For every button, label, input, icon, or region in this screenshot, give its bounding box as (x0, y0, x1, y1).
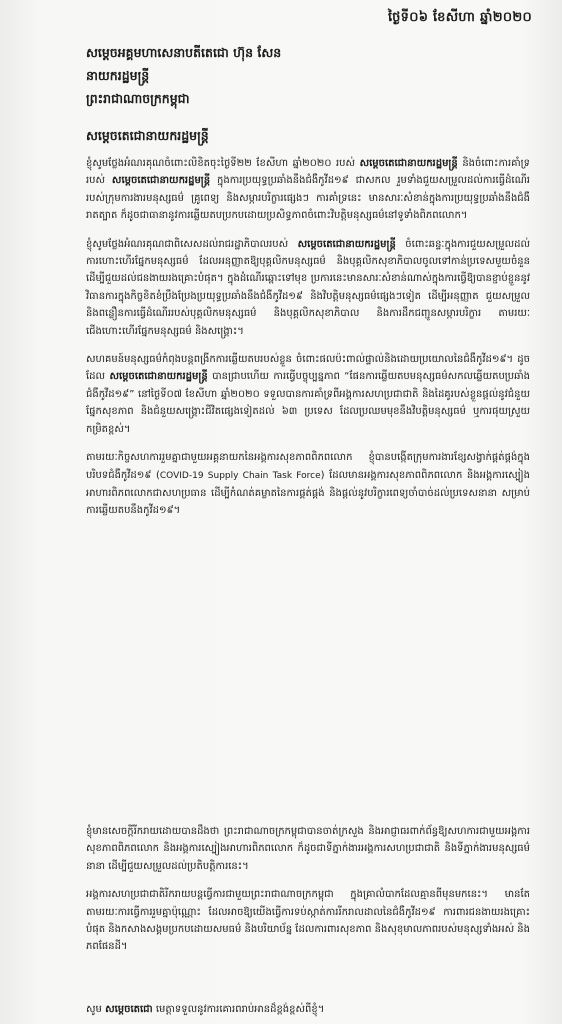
paragraph-3-text: បានជ្រាបហើយ ការធ្វើបច្ចុប្បន្នភាព “ផែនការឆ្លើយតបមនុស្សធម៌សកលឆ្លើយតបប្រឆាំងជំងឺកូវីដ១៩” នៅថ្ងៃទី០៧ ខែសីហា ឆ្នាំ២០២០ ទទួលបានការគាំទ្រពីអង្គការសហប្រជាជាតិ និងដៃគូរបស់ខ្លួនផ្តល់នូវជំនួយផ្នែកសុខភាព និងជំនួយសង្គ្រោះជីវិតផ្សេងទៀតដល់ ៦៣ ប្រទេស ដែលប្រឈមមុខនឹងវិបត្តិមនុស្សធម៌ ឬការផុយស្រួយកម្រិតខ្ពស់។ (86, 371, 530, 435)
paragraph-1 (86, 155, 530, 225)
paragraph-1-text: ខ្ញុំសូមថ្លែងអំណរគុណចំពោះលិខិតចុះថ្ងៃទី២២ ខែសីហា ឆ្នាំ២០២០ របស់ (86, 158, 360, 169)
paragraph-3-emphasis: សម្ដេចតេជោនាយករដ្ឋមន្ត្រី (109, 371, 208, 383)
letter-body-bottom (86, 823, 530, 967)
recipient-name: សម្ដេចអគ្គមហាសេនាបតីតេជោ ហ៊ុន សែន (86, 45, 282, 60)
salutation: សម្ដេចតេជោនាយករដ្ឋមន្ត្រី (86, 128, 209, 143)
paragraph-1-emphasis: សម្ដេចតេជោនាយករដ្ឋមន្ត្រី (359, 158, 458, 169)
recipient-country: ព្រះរាជាណាចក្រកម្ពុជា (86, 91, 190, 106)
letter-date: ថ្ងៃទី០៦ ខែសីហា ឆ្នាំ២០២០ (387, 10, 532, 25)
closing-text: សូម (86, 1004, 106, 1015)
letter-body-top (86, 155, 530, 531)
closing-line (86, 1001, 530, 1018)
task-force-name: COVID-19 Supply Chain Task Force (159, 470, 321, 481)
paragraph-4-text: ) ដែលមានអង្គការសុខភាពពិភពលោក និងអង្គការស្បៀងអាហារពិភពលោកជាសហប្រធាន ដើម្បីកំណត់គម្លាតនៃការផ្គត់ផ្គង់ និងផ្តល់នូវបរិក្ខារពេទ្យចាំបាច់ដល់ប្រទេសនានា សម្រាប់ការឆ្លើយតបនឹងកូវីដ១៩។ (86, 469, 531, 517)
paragraph-5: ខ្ញុំមានសេចក្តីរីករាយដោយបានដឹងថា ព្រះរាជាណាចក្រកម្ពុជាបានចាត់ក្រសួង និងអាជ្ញាធរពាក់ព័ន្ធឱ្យសហការជាមួយអង្គការសុខភាពពិភពលោក និងអង្គការស្បៀងអាហារពិភពលោក ក៏ដូចជាទីភ្នាក់ងារអង្គការសហប្រជាជាតិ និងទីភ្នាក់ងារមនុស្សធម៌នានា ដើម្បីជួយសម្រួលដល់ប្រតិបត្តិការនេះ។ (86, 826, 530, 872)
paragraph-1-text: ក្នុងការប្រយុទ្ធប្រឆាំងនឹងជំងឺកូវីដ១៩ ជាសកល រួមទាំងជួយសម្រួលដល់ការធ្វើដំណើររបស់ក្រុមការងារមនុស្សធម៌ គ្រូពេទ្យ និងសម្ភារបរិក្ខារផ្សេងៗ ការគាំទ្រនេះ មានសារៈសំខាន់ក្នុងការប្រយុទ្ធប្រឆាំងនឹងជំងឺរាតត្បាត ក៏ដូចជាធានានូវការឆ្លើយតបប្រកបដោយប្រសិទ្ធភាពចំពោះវិបត្តិមនុស្សធម៌នៅទូទាំងពិភពលោក។ (86, 175, 530, 222)
paragraph-2-emphasis: សម្ដេចតេជោនាយករដ្ឋមន្ត្រី (297, 238, 396, 250)
paragraph-2-text: ចំពោះឆន្ទៈក្នុងការជួយសម្រួលដល់ការហោះហើរផ្នែកមនុស្សធម៌ ដែលអនុញ្ញាតឱ្យបុគ្គលិកមនុស្សធម៌ និងបុគ្គលិកសុខាភិបាលចូលទៅកាន់ប្រទេសមួយចំនួន ដើម្បីជួយដល់ជនងាយរងគ្រោះបំផុត។ ក្នុងដំណើរឆ្ពោះទៅមុខ ប្រការនេះមានសារៈសំខាន់ណាស់ក្នុងការធ្វើឱ្យបានខ្ជាប់ខ្ជួននូវវិធានការក្នុងកិច្ចខិតខំប្រឹងប្រែងប្រយុទ្ធប្រឆាំងនឹងជំងឺកូវីដ១៩ និងវិបត្តិមនុស្សធម៌ផ្សេងៗទៀត ដើម្បីអនុញ្ញាត ជួយសម្រួល និងពន្លឿនការធ្វើដំណើររបស់បុគ្គលិកមនុស្សធម៌ និងបុគ្គលិកសុខាភិបាល និងការដឹកជញ្ជូនសម្ភារបរិក្ខារ តាមរយៈជើងហោះហើរផ្នែកមនុស្សធម៌ និងសង្គ្រោះ។ (86, 238, 530, 337)
paragraph-3-text: សហគមន៍មនុស្សធម៌កំពុងបន្តពង្រីកការឆ្លើយតបរបស់ខ្លួន ចំពោះផលប៉ះពាល់ផ្ទាល់និងដោយប្រយោលនៃជំងឺកូវីដ១៩។ ដូចដែល (86, 354, 530, 383)
paragraph-1-emphasis: សម្ដេចតេជោនាយករដ្ឋមន្ត្រី (111, 175, 211, 187)
paragraph-4 (86, 449, 530, 520)
closing-text: មេត្តាទទួលនូវការគោរពរាប់អានដ៏ខ្ពង់ខ្ពស់ពីខ្ញុំ។ (152, 1004, 325, 1015)
recipient-title: នាយករដ្ឋមន្ត្រី (86, 68, 150, 83)
closing-emphasis: សម្ដេចតេជោ (105, 1004, 153, 1015)
recipient-block (86, 41, 281, 110)
paragraph-3 (86, 351, 530, 438)
paragraph-1-text: និងចំពោះការគាំទ្ររបស់ (86, 158, 530, 187)
paragraph-2-text: ខ្ញុំសូមថ្លែងអំណរគុណជាពិសេសដល់រាជរដ្ឋាភិបាលរបស់ (86, 238, 298, 250)
paragraph-2 (86, 236, 530, 340)
paragraph-4-text: តាមរយៈកិច្ចសហការរួមគ្នាជាមួយអគ្គនាយកនៃអង្គការសុខភាពពិភពលោក ខ្ញុំបានបង្កើតក្រុមការងារខ្សែសង្វាក់ផ្គត់ផ្គង់ក្នុងបរិបទជំងឺកូវីដ១៩ ( (86, 452, 530, 481)
paragraph-6: អង្គការសហប្រជាជាតិរីករាយបន្តធ្វើការជាមួយព្រះរាជាណាចក្រកម្ពុជា ក្នុងគ្រាលំបាកដែលគ្មានពីមុនមកនេះ។ មានតែតាមរយៈការធ្វើការរួមគ្នាប៉ុណ្ណោះ ដែលអាចឱ្យយើងធ្វើការទប់ស្កាត់ការរីករាលដាលនៃជំងឺកូវីដ១៩ ការពារជនងាយរងគ្រោះបំផុត និងកសាងសង្គមប្រកបដោយសមធម៌ និងបរិយាប័ន្ន ដែលការពារសុខភាព និងសុខុមាលភាពរបស់មនុស្សទាំងអស់ និងភពផែនដី។ (86, 889, 530, 953)
